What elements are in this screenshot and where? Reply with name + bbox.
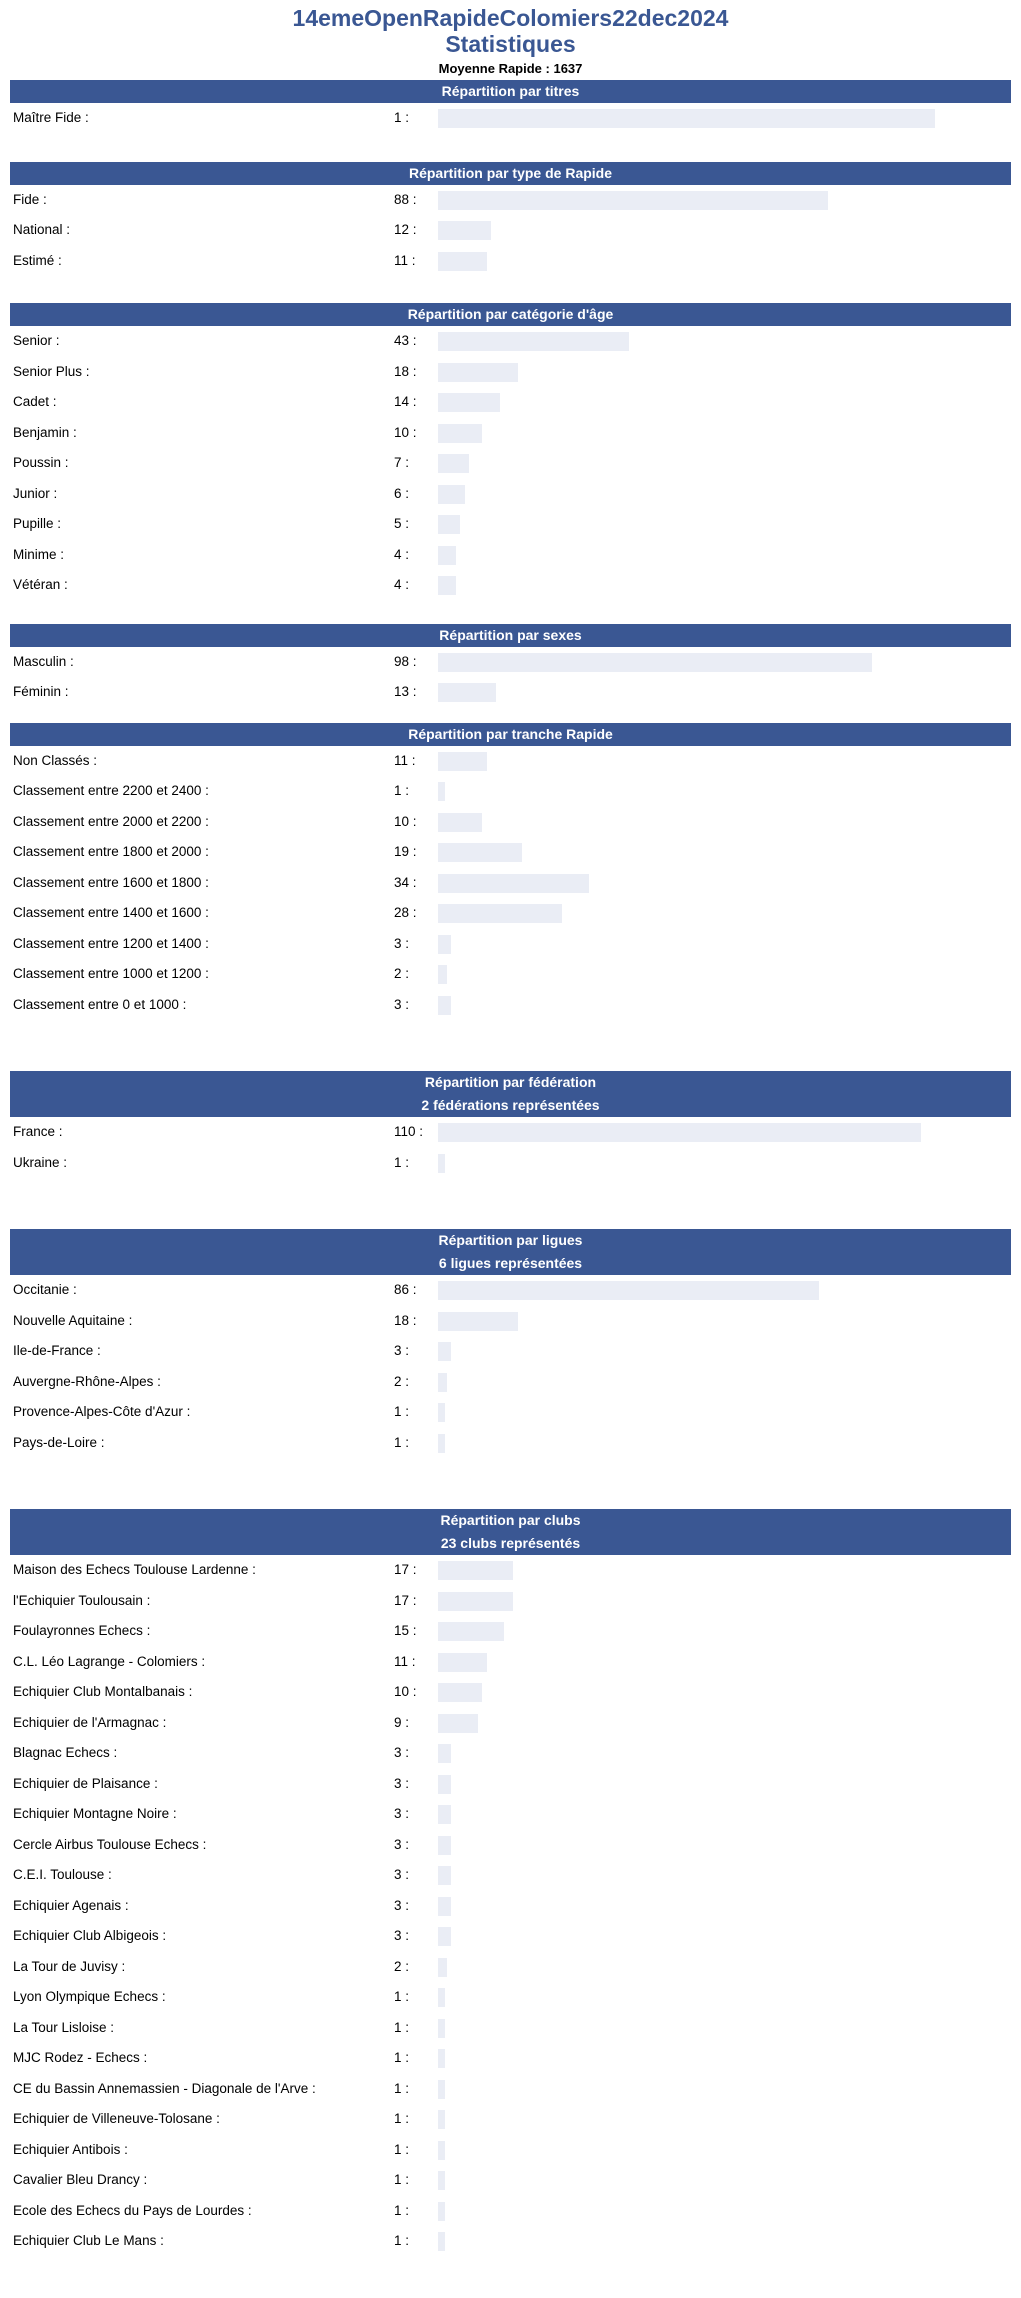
stat-row — [10, 1647, 1011, 1678]
stat-bar — [438, 1622, 504, 1641]
stat-row — [10, 868, 1011, 899]
stat-label: Minime : — [13, 546, 65, 562]
section-sexes — [10, 624, 1011, 708]
stat-label: Estimé : — [13, 252, 62, 268]
section-title: Répartition par clubs — [440, 1512, 581, 1528]
stat-count: 1 : — [394, 110, 410, 125]
stat-row — [10, 776, 1011, 807]
stat-count: 3 : — [394, 1928, 410, 1943]
stat-bar — [438, 1683, 482, 1702]
stat-bar — [438, 191, 828, 210]
stat-row — [10, 2226, 1011, 2257]
stat-label: Ile-de-France : — [13, 1343, 101, 1358]
stat-count: 1 : — [394, 2111, 410, 2126]
section-tranche — [10, 723, 1011, 1021]
stat-count: 7 : — [394, 455, 410, 470]
stat-label: Féminin : — [13, 684, 69, 699]
stat-count: 13 : — [394, 684, 417, 699]
stat-count: 18 : — [394, 1312, 417, 1328]
stat-label: Classement entre 1000 et 1200 : — [13, 966, 209, 981]
stat-label: Echiquier Club Le Mans : — [13, 2233, 164, 2248]
stat-count: 110 : — [394, 1124, 424, 1139]
section-federation — [10, 1071, 1011, 1178]
stat-row — [10, 807, 1011, 838]
stat-label: Echiquier de Villeneuve-Tolosane : — [13, 2111, 220, 2126]
stat-bar — [438, 2171, 445, 2190]
stat-bar — [438, 1312, 518, 1331]
stat-count: 12 : — [394, 222, 417, 237]
stat-row — [10, 746, 1011, 777]
stat-count: 3 : — [394, 1343, 410, 1358]
stat-row — [10, 647, 1011, 678]
stat-count: 6 : — [394, 485, 410, 501]
stat-row — [10, 929, 1011, 960]
stat-row — [10, 677, 1011, 708]
stat-bar — [438, 221, 491, 240]
stat-row — [10, 1891, 1011, 1922]
section-title: Répartition par sexes — [439, 626, 582, 643]
sections-container — [0, 80, 1021, 2257]
stat-label: Maison des Echecs Toulouse Lardenne : — [13, 1562, 256, 1577]
section-header — [10, 1509, 1011, 1555]
stat-row — [10, 185, 1011, 216]
stat-label: Benjamin : — [13, 424, 77, 440]
section-header — [10, 303, 1011, 326]
stat-count: 10 : — [394, 1684, 417, 1699]
stat-bar — [438, 1775, 451, 1794]
stat-bar — [438, 1958, 447, 1977]
stat-bar — [438, 874, 589, 893]
section-header — [10, 80, 1011, 103]
stat-label: Pays-de-Loire : — [13, 1434, 105, 1450]
stat-label: Classement entre 2200 et 2400 : — [13, 783, 209, 798]
stat-label: Non Classés : — [13, 752, 98, 768]
stat-label: Classement entre 1800 et 2000 : — [13, 844, 209, 859]
stat-bar — [438, 2080, 445, 2099]
stat-row — [10, 326, 1011, 357]
stat-row — [10, 990, 1011, 1021]
stat-bar — [438, 2232, 445, 2251]
stat-count: 11 : — [394, 1653, 416, 1669]
stat-bar — [438, 1154, 445, 1173]
stat-row — [10, 215, 1011, 246]
section-title: Répartition par ligues — [438, 1232, 583, 1248]
stat-bar — [438, 1927, 451, 1946]
stat-row — [10, 1275, 1011, 1306]
section-title: Répartition par type de Rapide — [408, 164, 613, 181]
stat-row — [10, 2104, 1011, 2135]
stat-bar — [438, 752, 487, 771]
stat-count: 1 : — [394, 1404, 410, 1419]
stat-bar — [438, 546, 456, 565]
stat-bar — [438, 1123, 921, 1142]
stat-row — [10, 1677, 1011, 1708]
stat-count: 1 : — [394, 2202, 410, 2218]
stat-label: Classement entre 0 et 1000 : — [13, 996, 187, 1012]
section-titres — [10, 80, 1011, 134]
stat-bar — [438, 1373, 447, 1392]
stat-count: 1 : — [394, 2050, 410, 2065]
stat-row — [10, 1738, 1011, 1769]
stat-row — [10, 837, 1011, 868]
stat-label: Echiquier de l'Armagnac : — [13, 1714, 167, 1730]
stat-row — [10, 2013, 1011, 2044]
stat-row — [10, 1397, 1011, 1428]
stat-bar — [438, 576, 456, 595]
stat-count: 10 : — [394, 424, 417, 440]
stat-bar — [438, 1434, 445, 1453]
stat-row — [10, 103, 1011, 134]
stat-row — [10, 1921, 1011, 1952]
section-type — [10, 162, 1011, 277]
section-header — [10, 1229, 1011, 1275]
stat-label: Ecole des Echecs du Pays de Lourdes : — [13, 2202, 252, 2218]
stat-label: Echiquier Club Albigeois : — [13, 1928, 167, 1943]
stat-row — [10, 1117, 1011, 1148]
stat-bar — [438, 2110, 445, 2129]
stat-label: Masculin : — [13, 653, 74, 669]
stat-row — [10, 448, 1011, 479]
stat-row — [10, 1616, 1011, 1647]
stat-bar — [438, 2202, 445, 2221]
stat-row — [10, 2196, 1011, 2227]
section-age — [10, 303, 1011, 601]
stat-count: 3 : — [394, 1897, 410, 1913]
stat-label: Pupille : — [13, 516, 62, 531]
stat-count: 3 : — [394, 1836, 410, 1852]
stat-label: Classement entre 1400 et 1600 : — [13, 905, 209, 920]
stat-label: Vétéran : — [13, 577, 68, 592]
stat-label: Cercle Airbus Toulouse Echecs : — [13, 1836, 207, 1852]
stat-label: Classement entre 1600 et 1800 : — [13, 874, 209, 890]
stat-label: Echiquier de Plaisance : — [13, 1775, 158, 1791]
section-subtitle: 23 clubs représentés — [440, 1535, 581, 1551]
stat-count: 19 : — [394, 844, 417, 859]
stat-count: 11 : — [394, 752, 416, 768]
stat-bar — [438, 1592, 513, 1611]
stat-bar — [438, 424, 482, 443]
stat-label: La Tour Lisloise : — [13, 2019, 115, 2035]
stat-row — [10, 357, 1011, 388]
stat-row — [10, 540, 1011, 571]
section-header — [10, 723, 1011, 746]
stat-label: Classement entre 2000 et 2200 : — [13, 813, 209, 829]
stat-row — [10, 1428, 1011, 1459]
stat-row — [10, 1982, 1011, 2013]
stat-row — [10, 1555, 1011, 1586]
stat-count: 3 : — [394, 1867, 410, 1882]
stat-row — [10, 1586, 1011, 1617]
stat-count: 1 : — [394, 2141, 410, 2157]
stat-bar — [438, 363, 518, 382]
stat-row — [10, 1367, 1011, 1398]
stat-label: Occitanie : — [13, 1282, 77, 1297]
stat-label: Echiquier Montagne Noire : — [13, 1806, 177, 1821]
stat-count: 34 : — [394, 874, 417, 890]
stat-bar — [438, 2019, 445, 2038]
stat-label: La Tour de Juvisy : — [13, 1958, 126, 1974]
stat-row — [10, 509, 1011, 540]
section-header — [10, 624, 1011, 647]
stat-count: 2 : — [394, 1958, 410, 1974]
stat-count: 5 : — [394, 516, 410, 531]
stat-row — [10, 1148, 1011, 1179]
stat-count: 3 : — [394, 1806, 410, 1821]
stat-bar — [438, 1897, 451, 1916]
stat-row — [10, 479, 1011, 510]
stat-count: 3 : — [394, 935, 410, 951]
stat-bar — [438, 332, 629, 351]
stat-bar — [438, 683, 496, 702]
stat-bar — [438, 1561, 513, 1580]
stat-count: 1 : — [394, 1154, 410, 1170]
stat-bar — [438, 109, 935, 128]
stat-count: 28 : — [394, 905, 417, 920]
section-title: Répartition par fédération — [424, 1074, 597, 1090]
stat-count: 2 : — [394, 966, 410, 981]
stat-row — [10, 959, 1011, 990]
stat-label: Senior Plus : — [13, 363, 90, 379]
stat-count: 15 : — [394, 1623, 417, 1638]
stat-row — [10, 2165, 1011, 2196]
stat-bar — [438, 1342, 451, 1361]
stat-row — [10, 1708, 1011, 1739]
stat-bar — [438, 1836, 451, 1855]
stat-label: Provence-Alpes-Côte d'Azur : — [13, 1404, 191, 1419]
stat-label: Junior : — [13, 485, 58, 501]
stat-count: 1 : — [394, 2019, 410, 2035]
stat-bar — [438, 2141, 445, 2160]
stat-row — [10, 418, 1011, 449]
section-subtitle: 6 ligues représentées — [438, 1255, 583, 1271]
stat-bar — [438, 454, 469, 473]
stat-bar — [438, 996, 451, 1015]
stat-row — [10, 1769, 1011, 1800]
stat-bar — [438, 2049, 445, 2068]
stat-bar — [438, 1744, 451, 1763]
stat-label: Classement entre 1200 et 1400 : — [13, 935, 209, 951]
stat-count: 17 : — [394, 1562, 417, 1577]
stat-count: 3 : — [394, 1745, 410, 1760]
stat-bar — [438, 653, 872, 672]
stat-label: Lyon Olympique Echecs : — [13, 1989, 166, 2004]
stat-label: Fide : — [13, 191, 47, 207]
stat-label: Nouvelle Aquitaine : — [13, 1312, 133, 1328]
stat-bar — [438, 485, 465, 504]
stat-count: 1 : — [394, 2233, 410, 2248]
stat-bar — [438, 1403, 445, 1422]
stat-count: 1 : — [394, 783, 410, 798]
stat-label: Cavalier Bleu Drancy : — [13, 2172, 148, 2187]
section-clubs — [10, 1509, 1011, 2257]
stat-row — [10, 1336, 1011, 1367]
stat-label: Maître Fide : — [13, 110, 89, 125]
stat-label: Senior : — [13, 333, 60, 348]
stat-label: Blagnac Echecs : — [13, 1745, 118, 1760]
stat-row — [10, 1830, 1011, 1861]
stat-row — [10, 898, 1011, 929]
section-title: Répartition par tranche Rapide — [408, 725, 613, 742]
stat-label: Foulayronnes Echecs : — [13, 1623, 151, 1638]
stat-bar — [438, 1281, 819, 1300]
stat-count: 1 : — [394, 1434, 410, 1450]
stat-row — [10, 1306, 1011, 1337]
section-title: Répartition par catégorie d'âge — [407, 306, 614, 322]
stat-bar — [438, 1988, 445, 2007]
stat-row — [10, 246, 1011, 277]
page-subtitle: Statistiques — [445, 31, 576, 57]
stat-count: 88 : — [394, 191, 417, 207]
stat-count: 3 : — [394, 996, 410, 1012]
stat-label: Echiquier Club Montalbanais : — [13, 1684, 193, 1699]
stat-label: CE du Bassin Annemassien - Diagonale de l'Arve : — [13, 2080, 316, 2096]
stat-label: France : — [13, 1124, 63, 1139]
stat-bar — [438, 1714, 478, 1733]
stat-label: C.E.I. Toulouse : — [13, 1867, 112, 1882]
stat-row — [10, 2043, 1011, 2074]
stat-label: Echiquier Antibois : — [13, 2141, 128, 2157]
stat-row — [10, 2135, 1011, 2166]
stat-count: 4 : — [394, 546, 410, 562]
stat-bar — [438, 252, 487, 271]
stat-bar — [438, 904, 562, 923]
stat-count: 9 : — [394, 1714, 410, 1730]
stat-label: Echiquier Agenais : — [13, 1897, 129, 1913]
tournament-title: 14emeOpenRapideColomiers22dec2024 — [292, 5, 729, 31]
section-ligues — [10, 1229, 1011, 1458]
stat-label: Poussin : — [13, 455, 69, 470]
stat-row — [10, 2074, 1011, 2105]
stat-row — [10, 570, 1011, 601]
stat-label: C.L. Léo Lagrange - Colomiers : — [13, 1653, 206, 1669]
stat-bar — [438, 935, 451, 954]
stat-row — [10, 1952, 1011, 1983]
stat-bar — [438, 515, 460, 534]
statistics-page — [0, 5, 1021, 2257]
stat-bar — [438, 393, 500, 412]
stat-row — [10, 1799, 1011, 1830]
stat-label: l'Echiquier Toulousain : — [13, 1592, 151, 1608]
stat-count: 14 : — [394, 394, 417, 409]
stat-row — [10, 1860, 1011, 1891]
stat-count: 10 : — [394, 813, 417, 829]
stat-bar — [438, 813, 482, 832]
stat-row — [10, 387, 1011, 418]
stat-count: 1 : — [394, 2080, 410, 2096]
stat-label: Cadet : — [13, 394, 57, 409]
section-subtitle: 2 fédérations représentées — [421, 1097, 600, 1113]
stat-bar — [438, 965, 447, 984]
stat-count: 86 : — [394, 1282, 417, 1297]
stat-count: 43 : — [394, 333, 417, 348]
stat-count: 4 : — [394, 577, 410, 592]
stat-bar — [438, 843, 522, 862]
section-header — [10, 1071, 1011, 1117]
stat-label: Ukraine : — [13, 1154, 68, 1170]
stat-bar — [438, 1866, 451, 1885]
stat-count: 18 : — [394, 363, 417, 379]
stat-label: Auvergne-Rhône-Alpes : — [13, 1373, 161, 1389]
stat-count: 3 : — [394, 1775, 410, 1791]
stat-bar — [438, 782, 445, 801]
stat-bar — [438, 1653, 487, 1672]
stat-count: 1 : — [394, 1989, 410, 2004]
average-rating: Moyenne Rapide : 1637 — [438, 61, 583, 76]
stat-count: 2 : — [394, 1373, 410, 1389]
stat-bar — [438, 1805, 451, 1824]
stat-count: 1 : — [394, 2172, 410, 2187]
section-header — [10, 162, 1011, 185]
stat-label: National : — [13, 222, 71, 237]
stat-count: 17 : — [394, 1592, 417, 1608]
stat-count: 98 : — [394, 653, 417, 669]
stat-label: MJC Rodez - Echecs : — [13, 2050, 148, 2065]
stat-count: 11 : — [394, 252, 416, 268]
section-title: Répartition par titres — [441, 83, 580, 99]
